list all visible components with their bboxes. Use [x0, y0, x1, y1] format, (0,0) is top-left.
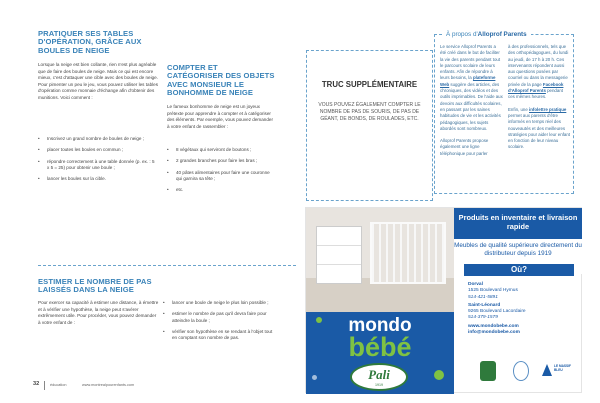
location-address: 1525 Boulevard Hymus [468, 288, 518, 294]
page-number: 32 [33, 381, 40, 387]
list-item: • estimer le nombre de pas qu'il devra faire pour atteindre la boule ; [163, 311, 273, 324]
crib-photo [306, 208, 454, 312]
logo-bebe: bébé [348, 332, 412, 362]
about-col2 [508, 44, 571, 151]
massif-bleu-label: LE MASSIF BLEU [554, 364, 572, 372]
section1-body: Lorsque la neige est bien collante, rien n'est plus agréable que de faire des boules de neige. Mais ce qui est encore mieux, c'est d'attaquer une cible avec des boules de neige. Pour pimenter un peu le jeu, vous pouvez utiliser les tables d'opération comme monnaie d'échange afin d'obtenir des munitions. Voici comment : [38, 62, 159, 100]
about-title-brand: Alloprof Parents [477, 31, 527, 38]
list-item: • 2 grandes branches pour faire les bras ; [167, 158, 271, 164]
tip-box [306, 50, 433, 201]
section1-list [38, 136, 158, 187]
facebook-link[interactable]: Facebook d'Alloprof Parents [508, 81, 564, 94]
list-item: • vérifier son hypothèse en se rendant à l'objet tout en comptant son nombre de pas. [163, 329, 273, 342]
tip-title: TRUC SUPPLÉMENTAIRE [321, 80, 418, 89]
section2-body: Le fameux bonhomme de neige est un joyeux prétexte pour apprendre à compter et à catégoriser des éléments. Par exemple, vous pouvez demander à votre enfant de rassembler : [167, 104, 273, 129]
about-text: Le service Alloprof Parents a été créé dans le but de faciliter la vie des parents pendant tout le parcours scolaire de leurs enfants. Afin de répondre à leurs besoins, la [440, 44, 501, 81]
location-name: Dorval [468, 282, 483, 287]
section1-title: PRATIQUER SES TABLES D'OPÉRATION, GRÂCE AUX BOULES DE NEIGE [38, 29, 142, 55]
footer-url: www.montrealpourenfants.com [82, 383, 135, 387]
ad-where: Où? [464, 264, 574, 276]
location-name: Saint-Léonard [468, 302, 501, 308]
dresser-image [316, 226, 362, 284]
section2-title: COMPTER ET CATÉGORISER DES OBJETS AVEC MONSIEUR LE BONHOMME DE NEIGE [167, 63, 275, 98]
about-title [442, 31, 531, 38]
footer-divider [44, 381, 45, 390]
pali-logo [350, 363, 408, 391]
ad-locations [468, 282, 578, 336]
newsletter-link[interactable]: infolettre pratique [529, 106, 567, 112]
list-item: • lancer une boule de neige le plus loin possible ; [163, 300, 273, 306]
about-title-prefix: À propos d' [446, 31, 478, 38]
about-text: à des professionnels, tels que des orthopédagogues, du lundi au jeudi, de 17 h à 20 h. Ces intervenants répondent aussi aux questions posées par courriel ou dans la messagerie privée de la page [508, 44, 569, 87]
about-text: permet aux parents d'être informés en temps réel des nouveautés et des meilleures stratégies pour aider leur enfant en fonction de leur niveau scolaire. [508, 112, 570, 150]
section3-title: ESTIMER LE NOMBRE DE PAS LAISSÉS DANS LA NEIGE [38, 277, 152, 295]
about-text: Enfin, une [508, 106, 529, 112]
about-text: suggère des articles, des chroniques, des vidéos et des outils imprimables. De l'aide aux devoirs aux difficultés scolaires, en passant par les saines habitudes de vie et les activités pédagogiques, les sujets abordés sont nombreux. [440, 81, 503, 131]
list-item: • répondre correctement à une table donnée (p. ex. : 5 x 5 = 25) pour obtenir une boule ; [38, 159, 158, 172]
list-item: • etc. [167, 187, 271, 193]
list-item: • 40 pâtes alimentaires pour faire une couronne qui garnira sa tête ; [167, 170, 271, 183]
pali-year: 1919 [375, 383, 383, 387]
footer-section: éducation [50, 383, 67, 387]
mondo-logo-panel [306, 312, 454, 394]
section3-body: Pour exercer sa capacité à estimer une distance, à émettre et à vérifier une hypothèse, la neige peut s'avérer extrêmement utile. Pour procéder, vous pouvez demander à votre enfant de : [38, 300, 159, 325]
ad-email[interactable]: info@mondobebe.com [468, 330, 520, 336]
jpma-icon [513, 361, 529, 381]
list-item: • 8 végétaux qui serviront de boutons ; [167, 147, 271, 153]
ad-box [305, 207, 582, 393]
about-col1 [440, 44, 503, 157]
crib-image [370, 222, 446, 284]
about-text: Alloprof Parents propose également une ligne téléphonique pour parler [440, 138, 489, 156]
list-item: • lancer les boules sur la cible. [38, 176, 158, 182]
divider [38, 265, 296, 266]
about-text: pendant ces mêmes heures. [508, 88, 563, 100]
location-phone: 514-379-1579 [468, 315, 498, 321]
massif-bleu-icon [542, 364, 552, 376]
section3-list [163, 300, 273, 346]
section2-list [167, 147, 271, 198]
list-item: • placer toutes les boules en commun ; [38, 147, 158, 153]
logo-mondo: mondo [348, 315, 412, 336]
location-phone: 514-421-5891 [468, 294, 498, 300]
list-item: • Inscrivez un grand nombre de boules de neige ; [38, 136, 158, 142]
pali-name: Pali [368, 367, 390, 382]
certification-icon [480, 361, 496, 381]
location-address: 9265 Boulevard Lacordaire [468, 309, 526, 315]
ad-headline: Produits en inventaire et livraison rapide [454, 208, 582, 239]
ad-subhead: Meubles de qualité supérieure directement du distributeur depuis 1919 [454, 239, 582, 274]
tip-body: VOUS POUVEZ ÉGALEMENT COMPTER LE NOMBRE DE PAS DE SOURIS, DE PAS DE GÉANT, DE BONDS, DE ROULADES, ETC. [318, 102, 421, 122]
platform-link[interactable]: plateforme Web [440, 75, 496, 87]
ad-website[interactable]: www.mondobebe.com [468, 323, 519, 329]
